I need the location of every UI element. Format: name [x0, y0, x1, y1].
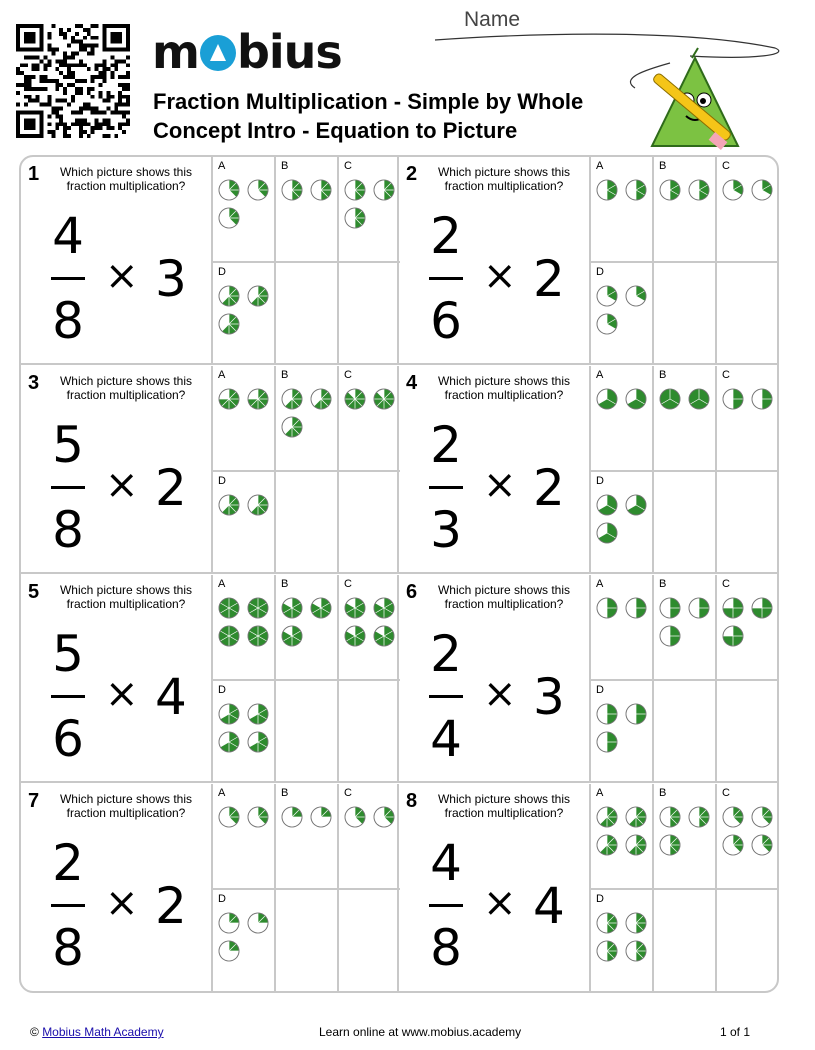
choice-label: C: [722, 369, 730, 381]
choice-label: B: [281, 578, 289, 590]
choice-d[interactable]: [211, 679, 274, 783]
problem-1: [21, 157, 399, 365]
footer-copyright: [30, 1025, 164, 1039]
choice-c[interactable]: [337, 157, 400, 261]
denominator: 8: [52, 919, 84, 977]
numerator: 2: [430, 207, 462, 265]
fraction-circle: [218, 597, 240, 619]
fraction-circle: [247, 731, 269, 753]
choice-c[interactable]: [715, 575, 778, 679]
times-sign: ×: [105, 253, 139, 299]
fraction-circles: [344, 597, 402, 647]
problem-number: 2: [406, 163, 418, 185]
fraction-circles: [596, 703, 654, 753]
problem-2: [399, 157, 777, 365]
denominator: 6: [430, 292, 462, 350]
fraction-circle: [722, 179, 744, 201]
fraction-circle: [310, 806, 332, 828]
fraction-circle: [659, 834, 681, 856]
fraction-circle: [218, 313, 240, 335]
fraction-circle: [247, 388, 269, 410]
choice-label: D: [218, 266, 226, 278]
problem-number: 4: [406, 372, 418, 394]
fraction-circle: [218, 285, 240, 307]
choice-label: B: [281, 160, 289, 172]
fraction-circle: [688, 806, 710, 828]
empty-cell: [337, 888, 400, 992]
choice-label: A: [218, 369, 226, 381]
choice-c[interactable]: [337, 366, 400, 470]
fraction-circles: [722, 179, 779, 201]
fraction-circle: [659, 625, 681, 647]
fraction-circles: [281, 806, 339, 828]
fraction-circle: [596, 285, 618, 307]
fraction-circle: [344, 806, 366, 828]
times-sign: ×: [483, 671, 517, 717]
fraction-circle: [247, 806, 269, 828]
fraction-bar: [51, 695, 85, 698]
fraction-circles: [596, 912, 654, 962]
fraction-circle: [596, 494, 618, 516]
fraction-circle: [625, 912, 647, 934]
fraction-circles: [596, 179, 654, 201]
empty-cell: [715, 888, 778, 992]
choice-c[interactable]: [337, 784, 400, 888]
choice-label: A: [218, 787, 226, 799]
times-sign: ×: [483, 880, 517, 926]
fraction-circle: [281, 388, 303, 410]
fraction-circle: [596, 388, 618, 410]
fraction-circle: [218, 494, 240, 516]
fraction-circles: [218, 912, 276, 962]
whole-number: 4: [155, 668, 187, 726]
fraction-circle: [281, 416, 303, 438]
fraction-circles: [218, 388, 276, 410]
fraction-circle: [344, 179, 366, 201]
fraction-circle: [247, 494, 269, 516]
fraction-circle: [373, 179, 395, 201]
denominator: 8: [430, 919, 462, 977]
fraction: [47, 207, 89, 350]
choice-a[interactable]: [211, 575, 274, 679]
qr-code: [16, 24, 130, 138]
fraction-bar: [51, 486, 85, 489]
choice-a[interactable]: [589, 575, 652, 679]
fraction: [47, 834, 89, 977]
fraction-circle: [722, 806, 744, 828]
choice-label: C: [344, 160, 352, 172]
empty-cell: [715, 679, 778, 783]
fraction-circles: [659, 179, 717, 201]
fraction-circles: [596, 597, 654, 619]
fraction-bar: [429, 904, 463, 907]
choice-a[interactable]: [589, 784, 652, 888]
fraction-circle: [247, 703, 269, 725]
fraction-circles: [344, 806, 402, 828]
problem-number: 6: [406, 581, 418, 603]
choice-label: C: [344, 578, 352, 590]
fraction-circle: [281, 597, 303, 619]
fraction-circles: [596, 806, 654, 856]
choice-label: C: [722, 787, 730, 799]
fraction-circle: [688, 179, 710, 201]
choice-label: D: [218, 684, 226, 696]
fraction-circle: [218, 625, 240, 647]
problem-number: 7: [28, 790, 40, 812]
empty-cell: [652, 888, 715, 992]
choice-d[interactable]: [589, 470, 652, 574]
fraction-circle: [247, 912, 269, 934]
problem-7: [21, 784, 399, 992]
fraction-circle: [247, 285, 269, 307]
fraction-circle: [625, 179, 647, 201]
choice-label: C: [722, 160, 730, 172]
fraction-circles: [218, 597, 276, 647]
answer-choices: [211, 366, 399, 574]
fraction-circles: [596, 285, 654, 335]
fraction-circle: [218, 703, 240, 725]
fraction-circle: [722, 834, 744, 856]
fraction-circles: [596, 388, 654, 410]
denominator: 4: [430, 710, 462, 768]
fraction-circles: [344, 179, 402, 229]
numerator: 4: [52, 207, 84, 265]
choice-a[interactable]: [589, 157, 652, 261]
fraction-circles: [218, 806, 276, 828]
choice-d[interactable]: [211, 888, 274, 992]
choice-label: B: [659, 787, 667, 799]
choice-label: D: [218, 893, 226, 905]
fraction-circle: [751, 834, 773, 856]
fraction-circles: [659, 806, 717, 856]
times-sign: ×: [105, 462, 139, 508]
answer-choices: [589, 366, 777, 574]
answer-choices: [211, 575, 399, 783]
fraction-circle: [625, 388, 647, 410]
whole-number: 4: [533, 877, 565, 935]
mobius-academy-link[interactable]: Mobius Math Academy: [42, 1025, 164, 1039]
problem-number: 3: [28, 372, 40, 394]
choice-label: D: [596, 475, 604, 487]
empty-cell: [274, 679, 337, 783]
choice-label: A: [218, 160, 226, 172]
answer-choices: [211, 784, 399, 992]
fraction-circles: [218, 179, 276, 229]
fraction-circle: [625, 940, 647, 962]
denominator: 6: [52, 710, 84, 768]
fraction-circle: [659, 806, 681, 828]
choice-label: B: [281, 369, 289, 381]
empty-cell: [274, 888, 337, 992]
choice-b[interactable]: [274, 157, 337, 261]
empty-cell: [652, 679, 715, 783]
fraction-bar: [429, 277, 463, 280]
answer-choices: [589, 784, 777, 992]
choice-c[interactable]: [715, 157, 778, 261]
fraction-circle: [625, 285, 647, 307]
fraction-circles: [722, 597, 779, 647]
fraction-circle: [625, 494, 647, 516]
fraction-circle: [596, 731, 618, 753]
fraction-circle: [373, 388, 395, 410]
problem-8: [399, 784, 777, 992]
problem-question: Which picture shows this fraction multiplication?: [437, 165, 571, 193]
choice-a[interactable]: [589, 366, 652, 470]
empty-cell: [715, 261, 778, 365]
choice-d[interactable]: [589, 261, 652, 365]
fraction-circle: [281, 625, 303, 647]
problem-question: Which picture shows this fraction multiplication?: [59, 374, 193, 402]
choice-label: A: [218, 578, 226, 590]
numerator: 5: [52, 625, 84, 683]
choice-label: D: [596, 266, 604, 278]
whole-number: 2: [155, 877, 187, 935]
fraction-circle: [722, 388, 744, 410]
choice-label: A: [596, 787, 604, 799]
fraction-circle: [596, 703, 618, 725]
choice-d[interactable]: [211, 261, 274, 365]
whole-number: 2: [533, 459, 565, 517]
problem-question: Which picture shows this fraction multiplication?: [437, 374, 571, 402]
choice-label: D: [596, 893, 604, 905]
choice-b[interactable]: [652, 157, 715, 261]
fraction-circle: [751, 179, 773, 201]
fraction-circle: [344, 625, 366, 647]
fraction-circle: [218, 912, 240, 934]
triangle-mascot-icon: [640, 40, 750, 158]
problem-question: Which picture shows this fraction multiplication?: [59, 792, 193, 820]
fraction-circles: [722, 388, 779, 410]
fraction-circles: [344, 388, 402, 410]
whole-number: 3: [533, 668, 565, 726]
choice-a[interactable]: [211, 366, 274, 470]
choice-label: B: [659, 369, 667, 381]
fraction-circle: [281, 806, 303, 828]
fraction-circle: [218, 207, 240, 229]
choice-b[interactable]: [652, 575, 715, 679]
fraction-circle: [310, 179, 332, 201]
choice-label: C: [344, 369, 352, 381]
choice-label: C: [722, 578, 730, 590]
choice-label: A: [596, 160, 604, 172]
denominator: 3: [430, 501, 462, 559]
choice-label: C: [344, 787, 352, 799]
whole-number: 2: [155, 459, 187, 517]
fraction-circles: [218, 703, 276, 753]
fraction-circle: [596, 179, 618, 201]
times-sign: ×: [105, 880, 139, 926]
fraction-circle: [625, 703, 647, 725]
fraction-circle: [688, 597, 710, 619]
fraction-circle: [751, 388, 773, 410]
fraction-bar: [51, 277, 85, 280]
fraction-circle: [596, 313, 618, 335]
name-label: Name: [464, 8, 521, 31]
footer-learn-online: Learn online at www.mobius.academy: [319, 1025, 522, 1039]
fraction: [47, 625, 89, 768]
denominator: 8: [52, 292, 84, 350]
fraction-circle: [722, 625, 744, 647]
fraction-circle: [247, 179, 269, 201]
fraction-circle: [373, 625, 395, 647]
fraction-circle: [596, 806, 618, 828]
problem-number: 1: [28, 163, 40, 185]
logo-o-drop-icon: [200, 35, 236, 71]
mobius-logo: m bius: [152, 25, 342, 79]
problem-question: Which picture shows this fraction multiplication?: [437, 583, 571, 611]
choice-d[interactable]: [589, 679, 652, 783]
fraction: [425, 416, 467, 559]
choice-label: D: [596, 684, 604, 696]
answer-choices: [589, 575, 777, 783]
choice-label: D: [218, 475, 226, 487]
empty-cell: [652, 261, 715, 365]
problem-number: 5: [28, 581, 40, 603]
fraction-bar: [429, 486, 463, 489]
choice-a[interactable]: [211, 157, 274, 261]
fraction: [425, 625, 467, 768]
fraction-circle: [373, 806, 395, 828]
choice-b[interactable]: [652, 784, 715, 888]
fraction-circles: [218, 494, 276, 516]
fraction-circle: [218, 940, 240, 962]
empty-cell: [274, 261, 337, 365]
fraction-circles: [281, 179, 339, 201]
choice-d[interactable]: [589, 888, 652, 992]
fraction-circle: [625, 834, 647, 856]
choice-label: B: [659, 160, 667, 172]
problem-number: 8: [406, 790, 418, 812]
numerator: 2: [430, 416, 462, 474]
numerator: 5: [52, 416, 84, 474]
fraction: [425, 834, 467, 977]
choice-label: A: [596, 578, 604, 590]
choice-c[interactable]: [715, 366, 778, 470]
fraction-circle: [659, 179, 681, 201]
whole-number: 3: [155, 250, 187, 308]
problem-question: Which picture shows this fraction multiplication?: [437, 792, 571, 820]
empty-cell: [652, 470, 715, 574]
fraction-circle: [625, 597, 647, 619]
denominator: 8: [52, 501, 84, 559]
fraction-circles: [281, 597, 339, 647]
answer-choices: [589, 157, 777, 365]
times-sign: ×: [483, 462, 517, 508]
fraction-circle: [596, 522, 618, 544]
fraction-circle: [344, 597, 366, 619]
fraction-circle: [281, 179, 303, 201]
fraction-circles: [659, 597, 717, 647]
fraction-circle: [596, 940, 618, 962]
fraction-circle: [596, 912, 618, 934]
fraction-circle: [373, 597, 395, 619]
times-sign: ×: [105, 671, 139, 717]
fraction-circle: [596, 834, 618, 856]
fraction-circle: [247, 625, 269, 647]
choice-label: B: [659, 578, 667, 590]
fraction-bar: [429, 695, 463, 698]
fraction-circle: [344, 207, 366, 229]
fraction-circles: [659, 388, 717, 410]
problem-question: Which picture shows this fraction multiplication?: [59, 165, 193, 193]
fraction-circle: [596, 597, 618, 619]
choice-b[interactable]: [274, 366, 337, 470]
choice-b[interactable]: [652, 366, 715, 470]
fraction-circle: [751, 806, 773, 828]
choice-c[interactable]: [337, 575, 400, 679]
choice-d[interactable]: [211, 470, 274, 574]
fraction-circles: [281, 388, 339, 438]
fraction: [425, 207, 467, 350]
numerator: 4: [430, 834, 462, 892]
fraction-circles: [218, 285, 276, 335]
choice-b[interactable]: [274, 784, 337, 888]
fraction: [47, 416, 89, 559]
choice-b[interactable]: [274, 575, 337, 679]
problem-6: [399, 575, 777, 783]
fraction-circle: [218, 731, 240, 753]
fraction-circle: [310, 388, 332, 410]
fraction-circle: [625, 806, 647, 828]
empty-cell: [337, 679, 400, 783]
footer-page-number: 1 of 1: [720, 1025, 751, 1039]
choice-a[interactable]: [211, 784, 274, 888]
fraction-circles: [722, 806, 779, 856]
fraction-circle: [218, 179, 240, 201]
fraction-circle: [688, 388, 710, 410]
fraction-circle: [751, 597, 773, 619]
empty-cell: [337, 261, 400, 365]
numerator: 2: [430, 625, 462, 683]
numerator: 2: [52, 834, 84, 892]
worksheet-subtitle: Concept Intro - Equation to Picture: [153, 118, 518, 143]
empty-cell: [337, 470, 400, 574]
copyright-symbol: ©: [30, 1025, 39, 1039]
fraction-bar: [51, 904, 85, 907]
empty-cell: [274, 470, 337, 574]
choice-c[interactable]: [715, 784, 778, 888]
answer-choices: [211, 157, 399, 365]
fraction-circle: [659, 388, 681, 410]
problem-3: [21, 366, 399, 574]
choice-label: B: [281, 787, 289, 799]
problem-grid: [19, 155, 779, 993]
fraction-circle: [344, 388, 366, 410]
times-sign: ×: [483, 253, 517, 299]
fraction-circle: [218, 806, 240, 828]
fraction-circle: [659, 597, 681, 619]
problem-5: [21, 575, 399, 783]
fraction-circle: [310, 597, 332, 619]
fraction-circle: [218, 388, 240, 410]
fraction-circles: [596, 494, 654, 544]
whole-number: 2: [533, 250, 565, 308]
worksheet-title: Fraction Multiplication - Simple by Whole: [153, 89, 584, 114]
problem-4: [399, 366, 777, 574]
fraction-circle: [722, 597, 744, 619]
fraction-circle: [247, 597, 269, 619]
problem-question: Which picture shows this fraction multiplication?: [59, 583, 193, 611]
empty-cell: [715, 470, 778, 574]
choice-label: A: [596, 369, 604, 381]
